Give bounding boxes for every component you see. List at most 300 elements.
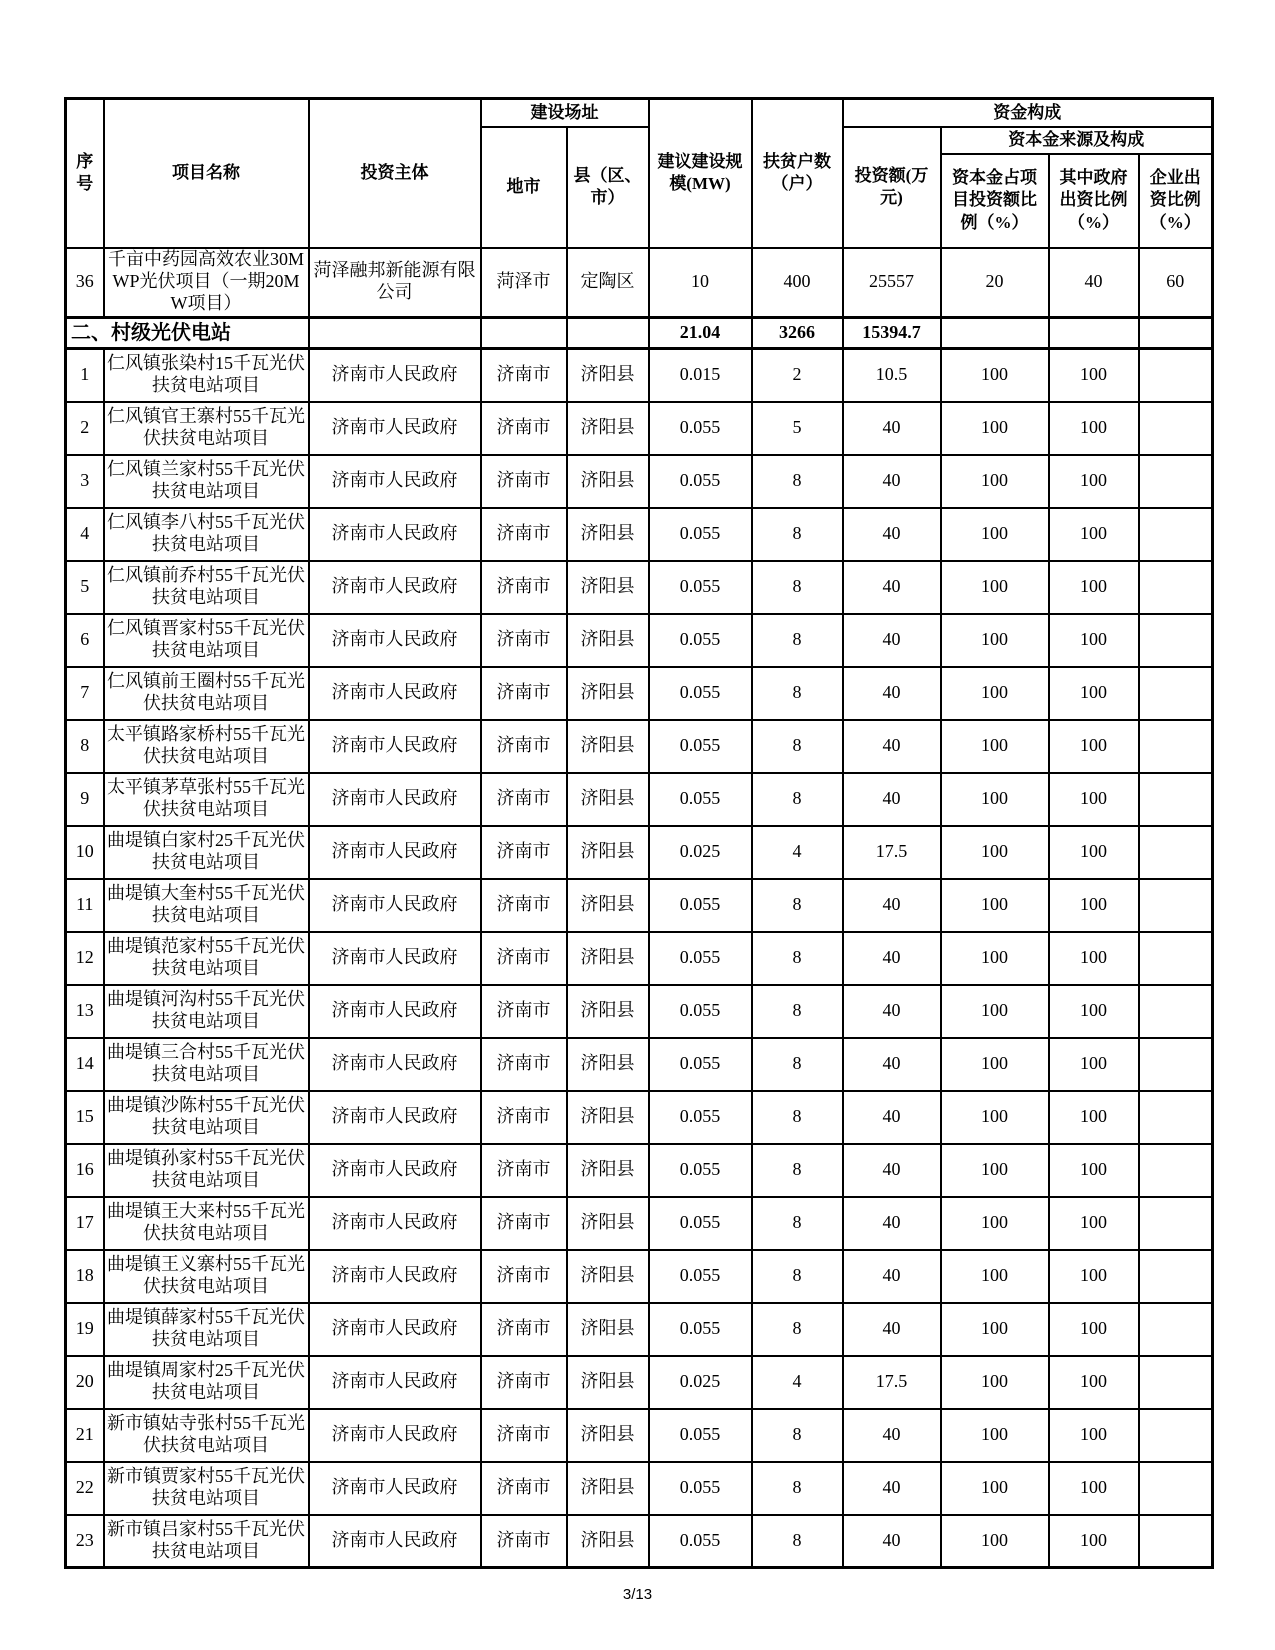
cell-ent-ratio: [1139, 614, 1213, 667]
table-row: [66, 773, 1213, 826]
cell-ent-ratio: [1139, 561, 1213, 614]
cell-households: 8: [752, 720, 843, 773]
table-header: [66, 99, 1213, 248]
cell-city: 济南市: [481, 1462, 567, 1515]
cell-households: 8: [752, 1250, 843, 1303]
table-row: [66, 1038, 1213, 1091]
cell-name: 曲堤镇范家村55千瓦光伏扶贫电站项目: [104, 932, 309, 985]
cell-city: 济南市: [481, 561, 567, 614]
table-row: [66, 1303, 1213, 1356]
col-group-funding: 资金构成: [843, 99, 1213, 127]
cell-investor: 济南市人民政府: [309, 720, 481, 773]
cell-investor: 济南市人民政府: [309, 402, 481, 455]
cell-county: 济阳县: [567, 667, 649, 720]
cell-county: 济阳县: [567, 1144, 649, 1197]
cell-name: 曲堤镇三合村55千瓦光伏扶贫电站项目: [104, 1038, 309, 1091]
cell-scale-total: 21.04: [649, 318, 752, 349]
cell-city: 济南市: [481, 1409, 567, 1462]
cell-investment: 17.5: [843, 826, 941, 879]
cell-no: 1: [66, 349, 104, 402]
cell-scale: 0.055: [649, 1038, 752, 1091]
cell-no: 2: [66, 402, 104, 455]
col-header-project: 项目名称: [104, 99, 309, 248]
cell-gov-ratio: 100: [1049, 561, 1139, 614]
cell-gov-ratio: 100: [1049, 402, 1139, 455]
cell-gov-ratio: 100: [1049, 879, 1139, 932]
cell-no: 22: [66, 1462, 104, 1515]
cell-city: 济南市: [481, 402, 567, 455]
cell-county: 定陶区: [567, 248, 649, 318]
cell-gov-ratio: 100: [1049, 932, 1139, 985]
cell-gov-ratio: 100: [1049, 826, 1139, 879]
col-header-households: 扶贫户数（户）: [752, 99, 843, 248]
col-header-capital-ratio: 资本金占项目投资额比例（%）: [941, 154, 1049, 248]
col-header-ent-ratio: 企业出资比例（%）: [1139, 154, 1213, 248]
cell-name: 仁风镇兰家村55千瓦光伏扶贫电站项目: [104, 455, 309, 508]
cell-ent-ratio: [1139, 1091, 1213, 1144]
cell-no: 4: [66, 508, 104, 561]
cell-gov-ratio: 100: [1049, 985, 1139, 1038]
cell-city: 济南市: [481, 1091, 567, 1144]
cell-name: 曲堤镇河沟村55千瓦光伏扶贫电站项目: [104, 985, 309, 1038]
cell-gov-ratio: 100: [1049, 667, 1139, 720]
cell-county: 济阳县: [567, 402, 649, 455]
cell-households: 8: [752, 1303, 843, 1356]
cell-investor: 济南市人民政府: [309, 561, 481, 614]
cell-name: 曲堤镇沙陈村55千瓦光伏扶贫电站项目: [104, 1091, 309, 1144]
cell-investor: 菏泽融邦新能源有限公司: [309, 248, 481, 318]
cell-name: 新市镇贾家村55千瓦光伏扶贫电站项目: [104, 1462, 309, 1515]
cell-city: 济南市: [481, 508, 567, 561]
table-row: [66, 1356, 1213, 1409]
cell-scale: 0.055: [649, 985, 752, 1038]
cell-ent-ratio: [1139, 1250, 1213, 1303]
cell-capital-ratio: 100: [941, 1515, 1049, 1568]
cell-city: 济南市: [481, 614, 567, 667]
cell-scale: 0.055: [649, 932, 752, 985]
cell-gov-ratio: 100: [1049, 614, 1139, 667]
cell-capital-ratio: 100: [941, 720, 1049, 773]
cell-ent-ratio: [1139, 720, 1213, 773]
cell-capital-ratio: 100: [941, 508, 1049, 561]
col-group-capital-source: 资本金来源及构成: [941, 127, 1213, 154]
cell-county: 济阳县: [567, 1462, 649, 1515]
cell-ent-ratio: [1139, 879, 1213, 932]
table-row: [66, 1144, 1213, 1197]
table-row: [66, 508, 1213, 561]
table-row: [66, 720, 1213, 773]
cell-investment: 40: [843, 879, 941, 932]
cell-name: 曲堤镇王义寨村55千瓦光伏扶贫电站项目: [104, 1250, 309, 1303]
cell-ent-ratio: [1139, 773, 1213, 826]
cell-county: 济阳县: [567, 349, 649, 402]
table-row: [66, 455, 1213, 508]
cell-ent-ratio: 60: [1139, 248, 1213, 318]
cell-ent-ratio: [1139, 1303, 1213, 1356]
cell-city: 济南市: [481, 720, 567, 773]
cell-investment: 40: [843, 1409, 941, 1462]
col-header-city: 地市: [481, 127, 567, 248]
cell-name: 仁风镇张染村15千瓦光伏扶贫电站项目: [104, 349, 309, 402]
cell-investment: 40: [843, 455, 941, 508]
cell-capital-ratio: [941, 318, 1049, 349]
cell-households: 8: [752, 932, 843, 985]
cell-name: 太平镇路家桥村55千瓦光伏扶贫电站项目: [104, 720, 309, 773]
cell-scale: 0.055: [649, 667, 752, 720]
cell-no: 9: [66, 773, 104, 826]
col-header-county: 县（区、市）: [567, 127, 649, 248]
cell-investment: 40: [843, 1197, 941, 1250]
cell-ent-ratio: [1139, 985, 1213, 1038]
cell-capital-ratio: 100: [941, 1356, 1049, 1409]
cell-name: 仁风镇官王寨村55千瓦光伏扶贫电站项目: [104, 402, 309, 455]
cell-gov-ratio: 100: [1049, 1250, 1139, 1303]
cell-capital-ratio: 100: [941, 826, 1049, 879]
table-row-carryover: [66, 248, 1213, 318]
cell-ent-ratio: [1139, 932, 1213, 985]
table-row: [66, 1409, 1213, 1462]
cell-households: 8: [752, 879, 843, 932]
table-row: [66, 1462, 1213, 1515]
cell-county: 济阳县: [567, 1409, 649, 1462]
cell-city: 济南市: [481, 1038, 567, 1091]
cell-investment: 40: [843, 1144, 941, 1197]
cell-no: 23: [66, 1515, 104, 1568]
cell-gov-ratio: 100: [1049, 1091, 1139, 1144]
cell-gov-ratio: 100: [1049, 1462, 1139, 1515]
cell-county: 济阳县: [567, 455, 649, 508]
cell-investment: 40: [843, 773, 941, 826]
cell-investor: 济南市人民政府: [309, 1144, 481, 1197]
cell-city: 济南市: [481, 1515, 567, 1568]
cell-name: 新市镇姑寺张村55千瓦光伏扶贫电站项目: [104, 1409, 309, 1462]
cell-no: 15: [66, 1091, 104, 1144]
cell-gov-ratio: [1049, 318, 1139, 349]
cell-investment: 25557: [843, 248, 941, 318]
cell-no: 12: [66, 932, 104, 985]
cell-households: 8: [752, 1038, 843, 1091]
cell-investment: 40: [843, 1462, 941, 1515]
cell-no: 16: [66, 1144, 104, 1197]
cell-investment: 40: [843, 508, 941, 561]
cell-investment: 17.5: [843, 1356, 941, 1409]
cell-city: 济南市: [481, 1144, 567, 1197]
cell-ent-ratio: [1139, 667, 1213, 720]
cell-no: 6: [66, 614, 104, 667]
cell-scale: 0.055: [649, 773, 752, 826]
cell-investor: 济南市人民政府: [309, 1038, 481, 1091]
cell-gov-ratio: 100: [1049, 1356, 1139, 1409]
cell-gov-ratio: 100: [1049, 1197, 1139, 1250]
cell-city: 济南市: [481, 879, 567, 932]
cell-scale: 0.055: [649, 1462, 752, 1515]
cell-capital-ratio: 100: [941, 1250, 1049, 1303]
cell-no: 7: [66, 667, 104, 720]
cell-gov-ratio: 100: [1049, 1038, 1139, 1091]
cell-no: 5: [66, 561, 104, 614]
cell-name: 仁风镇李八村55千瓦光伏扶贫电站项目: [104, 508, 309, 561]
cell-investment: 40: [843, 1091, 941, 1144]
cell-county: 济阳县: [567, 879, 649, 932]
cell-investor: 济南市人民政府: [309, 1462, 481, 1515]
cell-investor: 济南市人民政府: [309, 455, 481, 508]
cell-capital-ratio: 100: [941, 773, 1049, 826]
cell-no: 14: [66, 1038, 104, 1091]
cell-county: 济阳县: [567, 561, 649, 614]
cell-no: 8: [66, 720, 104, 773]
cell-capital-ratio: 100: [941, 1409, 1049, 1462]
cell-investment: 10.5: [843, 349, 941, 402]
cell-name: 曲堤镇白家村25千瓦光伏扶贫电站项目: [104, 826, 309, 879]
cell-scale: 0.055: [649, 1515, 752, 1568]
cell-ent-ratio: [1139, 1356, 1213, 1409]
col-header-no: 序号: [66, 99, 104, 248]
cell-scale: 0.055: [649, 1250, 752, 1303]
cell-investor: 济南市人民政府: [309, 932, 481, 985]
cell-investment: 40: [843, 932, 941, 985]
cell-households: 8: [752, 1197, 843, 1250]
cell-households: 400: [752, 248, 843, 318]
cell-no: 18: [66, 1250, 104, 1303]
cell-scale: 0.055: [649, 402, 752, 455]
cell-capital-ratio: 100: [941, 614, 1049, 667]
cell-households: 8: [752, 508, 843, 561]
cell-gov-ratio: 100: [1049, 1303, 1139, 1356]
cell-ent-ratio: [1139, 1409, 1213, 1462]
cell-ent-ratio: [1139, 1197, 1213, 1250]
cell-scale: 0.055: [649, 455, 752, 508]
cell-investor: 济南市人民政府: [309, 879, 481, 932]
cell-scale: 10: [649, 248, 752, 318]
cell-city: 济南市: [481, 826, 567, 879]
cell-name: 千亩中药园高效农业30MWP光伏项目（一期20MW项目）: [104, 248, 309, 318]
cell-scale: 0.055: [649, 1303, 752, 1356]
projects-table: [64, 97, 1214, 1569]
cell-name: 仁风镇前王圈村55千瓦光伏扶贫电站项目: [104, 667, 309, 720]
cell-county: [567, 318, 649, 349]
cell-investor: 济南市人民政府: [309, 1091, 481, 1144]
cell-no: 36: [66, 248, 104, 318]
cell-households: 8: [752, 667, 843, 720]
table-row: [66, 561, 1213, 614]
cell-households: 8: [752, 1515, 843, 1568]
cell-capital-ratio: 100: [941, 455, 1049, 508]
cell-scale: 0.055: [649, 720, 752, 773]
cell-name: 曲堤镇薛家村55千瓦光伏扶贫电站项目: [104, 1303, 309, 1356]
table-row: [66, 1197, 1213, 1250]
cell-name: 曲堤镇周家村25千瓦光伏扶贫电站项目: [104, 1356, 309, 1409]
cell-county: 济阳县: [567, 1303, 649, 1356]
cell-capital-ratio: 100: [941, 1144, 1049, 1197]
cell-investor: 济南市人民政府: [309, 985, 481, 1038]
cell-city: 济南市: [481, 932, 567, 985]
cell-scale: 0.055: [649, 508, 752, 561]
cell-ent-ratio: [1139, 1144, 1213, 1197]
cell-capital-ratio: 100: [941, 561, 1049, 614]
cell-investment: 40: [843, 1250, 941, 1303]
cell-scale: 0.055: [649, 561, 752, 614]
cell-county: 济阳县: [567, 826, 649, 879]
cell-city: 济南市: [481, 985, 567, 1038]
cell-ent-ratio: [1139, 1038, 1213, 1091]
cell-investor: 济南市人民政府: [309, 1197, 481, 1250]
cell-investor: 济南市人民政府: [309, 1356, 481, 1409]
cell-scale: 0.055: [649, 1144, 752, 1197]
cell-ent-ratio: [1139, 349, 1213, 402]
cell-capital-ratio: 100: [941, 985, 1049, 1038]
table-row: [66, 1515, 1213, 1568]
cell-investor: 济南市人民政府: [309, 1303, 481, 1356]
cell-capital-ratio: 100: [941, 879, 1049, 932]
cell-city: [481, 318, 567, 349]
table-row: [66, 932, 1213, 985]
table-row: [66, 985, 1213, 1038]
cell-investor: 济南市人民政府: [309, 614, 481, 667]
cell-county: 济阳县: [567, 1197, 649, 1250]
cell-county: 济阳县: [567, 720, 649, 773]
table-row: [66, 349, 1213, 402]
cell-investment: 40: [843, 614, 941, 667]
cell-capital-ratio: 100: [941, 349, 1049, 402]
cell-ent-ratio: [1139, 455, 1213, 508]
cell-households: 4: [752, 1356, 843, 1409]
cell-households: 5: [752, 402, 843, 455]
cell-scale: 0.055: [649, 1197, 752, 1250]
section-title: 二、村级光伏电站: [66, 318, 309, 349]
cell-capital-ratio: 100: [941, 1303, 1049, 1356]
cell-county: 济阳县: [567, 1356, 649, 1409]
cell-no: 11: [66, 879, 104, 932]
cell-investment: 40: [843, 1303, 941, 1356]
cell-investment: 40: [843, 985, 941, 1038]
cell-name: 仁风镇前乔村55千瓦光伏扶贫电站项目: [104, 561, 309, 614]
cell-households: 8: [752, 1462, 843, 1515]
table-row: [66, 826, 1213, 879]
col-header-investor: 投资主体: [309, 99, 481, 248]
cell-gov-ratio: 100: [1049, 508, 1139, 561]
cell-households: 8: [752, 773, 843, 826]
cell-gov-ratio: 100: [1049, 720, 1139, 773]
cell-scale: 0.025: [649, 1356, 752, 1409]
cell-name: 曲堤镇王大来村55千瓦光伏扶贫电站项目: [104, 1197, 309, 1250]
cell-name: 仁风镇晋家村55千瓦光伏扶贫电站项目: [104, 614, 309, 667]
cell-scale: 0.055: [649, 879, 752, 932]
cell-city: 济南市: [481, 455, 567, 508]
cell-ent-ratio: [1139, 508, 1213, 561]
cell-ent-ratio: [1139, 1462, 1213, 1515]
cell-households: 8: [752, 1409, 843, 1462]
cell-investor: 济南市人民政府: [309, 773, 481, 826]
cell-city: 济南市: [481, 1303, 567, 1356]
cell-capital-ratio: 100: [941, 402, 1049, 455]
cell-households: 8: [752, 1144, 843, 1197]
cell-investment: 40: [843, 1038, 941, 1091]
cell-county: 济阳县: [567, 985, 649, 1038]
cell-city: 济南市: [481, 1197, 567, 1250]
cell-households: 4: [752, 826, 843, 879]
cell-no: 17: [66, 1197, 104, 1250]
cell-name: 曲堤镇孙家村55千瓦光伏扶贫电站项目: [104, 1144, 309, 1197]
cell-gov-ratio: 100: [1049, 1515, 1139, 1568]
cell-ent-ratio: [1139, 1515, 1213, 1568]
cell-investor: 济南市人民政府: [309, 1409, 481, 1462]
cell-county: 济阳县: [567, 1091, 649, 1144]
cell-scale: 0.055: [649, 614, 752, 667]
col-header-investment: 投资额(万元): [843, 127, 941, 248]
table-row: [66, 1091, 1213, 1144]
cell-county: 济阳县: [567, 773, 649, 826]
cell-gov-ratio: 100: [1049, 1409, 1139, 1462]
cell-county: 济阳县: [567, 1038, 649, 1091]
cell-scale: 0.055: [649, 1091, 752, 1144]
cell-capital-ratio: 100: [941, 1197, 1049, 1250]
cell-ent-ratio: [1139, 318, 1213, 349]
cell-households: 8: [752, 561, 843, 614]
col-header-scale: 建议建设规模(MW): [649, 99, 752, 248]
cell-capital-ratio: 100: [941, 1091, 1049, 1144]
cell-investor: 济南市人民政府: [309, 826, 481, 879]
table-row: [66, 402, 1213, 455]
cell-capital-ratio: 100: [941, 1038, 1049, 1091]
cell-no: 19: [66, 1303, 104, 1356]
cell-no: 20: [66, 1356, 104, 1409]
col-group-site: 建设场址: [481, 99, 649, 127]
cell-households: 2: [752, 349, 843, 402]
cell-city: 济南市: [481, 773, 567, 826]
cell-no: 21: [66, 1409, 104, 1462]
cell-city: 菏泽市: [481, 248, 567, 318]
cell-scale: 0.055: [649, 1409, 752, 1462]
cell-county: 济阳县: [567, 932, 649, 985]
cell-name: 太平镇茅草张村55千瓦光伏扶贫电站项目: [104, 773, 309, 826]
cell-county: 济阳县: [567, 614, 649, 667]
cell-gov-ratio: 100: [1049, 773, 1139, 826]
cell-name: 曲堤镇大奎村55千瓦光伏扶贫电站项目: [104, 879, 309, 932]
cell-ent-ratio: [1139, 826, 1213, 879]
cell-no: 10: [66, 826, 104, 879]
table-row: [66, 667, 1213, 720]
cell-investor: [309, 318, 481, 349]
col-header-gov-ratio: 其中政府出资比例（%）: [1049, 154, 1139, 248]
cell-investor: 济南市人民政府: [309, 667, 481, 720]
table-row: [66, 614, 1213, 667]
cell-name: 新市镇吕家村55千瓦光伏扶贫电站项目: [104, 1515, 309, 1568]
cell-investor: 济南市人民政府: [309, 1515, 481, 1568]
cell-gov-ratio: 40: [1049, 248, 1139, 318]
cell-no: 13: [66, 985, 104, 1038]
cell-households: 8: [752, 1091, 843, 1144]
cell-scale: 0.025: [649, 826, 752, 879]
cell-households: 8: [752, 614, 843, 667]
cell-capital-ratio: 20: [941, 248, 1049, 318]
cell-capital-ratio: 100: [941, 932, 1049, 985]
cell-county: 济阳县: [567, 1250, 649, 1303]
cell-investment: 40: [843, 1515, 941, 1568]
cell-investment: 40: [843, 667, 941, 720]
cell-gov-ratio: 100: [1049, 349, 1139, 402]
cell-households-total: 3266: [752, 318, 843, 349]
cell-ent-ratio: [1139, 402, 1213, 455]
cell-capital-ratio: 100: [941, 667, 1049, 720]
cell-investment: 40: [843, 402, 941, 455]
cell-city: 济南市: [481, 1250, 567, 1303]
cell-investment-total: 15394.7: [843, 318, 941, 349]
table-row: [66, 1250, 1213, 1303]
cell-investor: 济南市人民政府: [309, 1250, 481, 1303]
cell-city: 济南市: [481, 1356, 567, 1409]
cell-county: 济阳县: [567, 508, 649, 561]
cell-households: 8: [752, 985, 843, 1038]
